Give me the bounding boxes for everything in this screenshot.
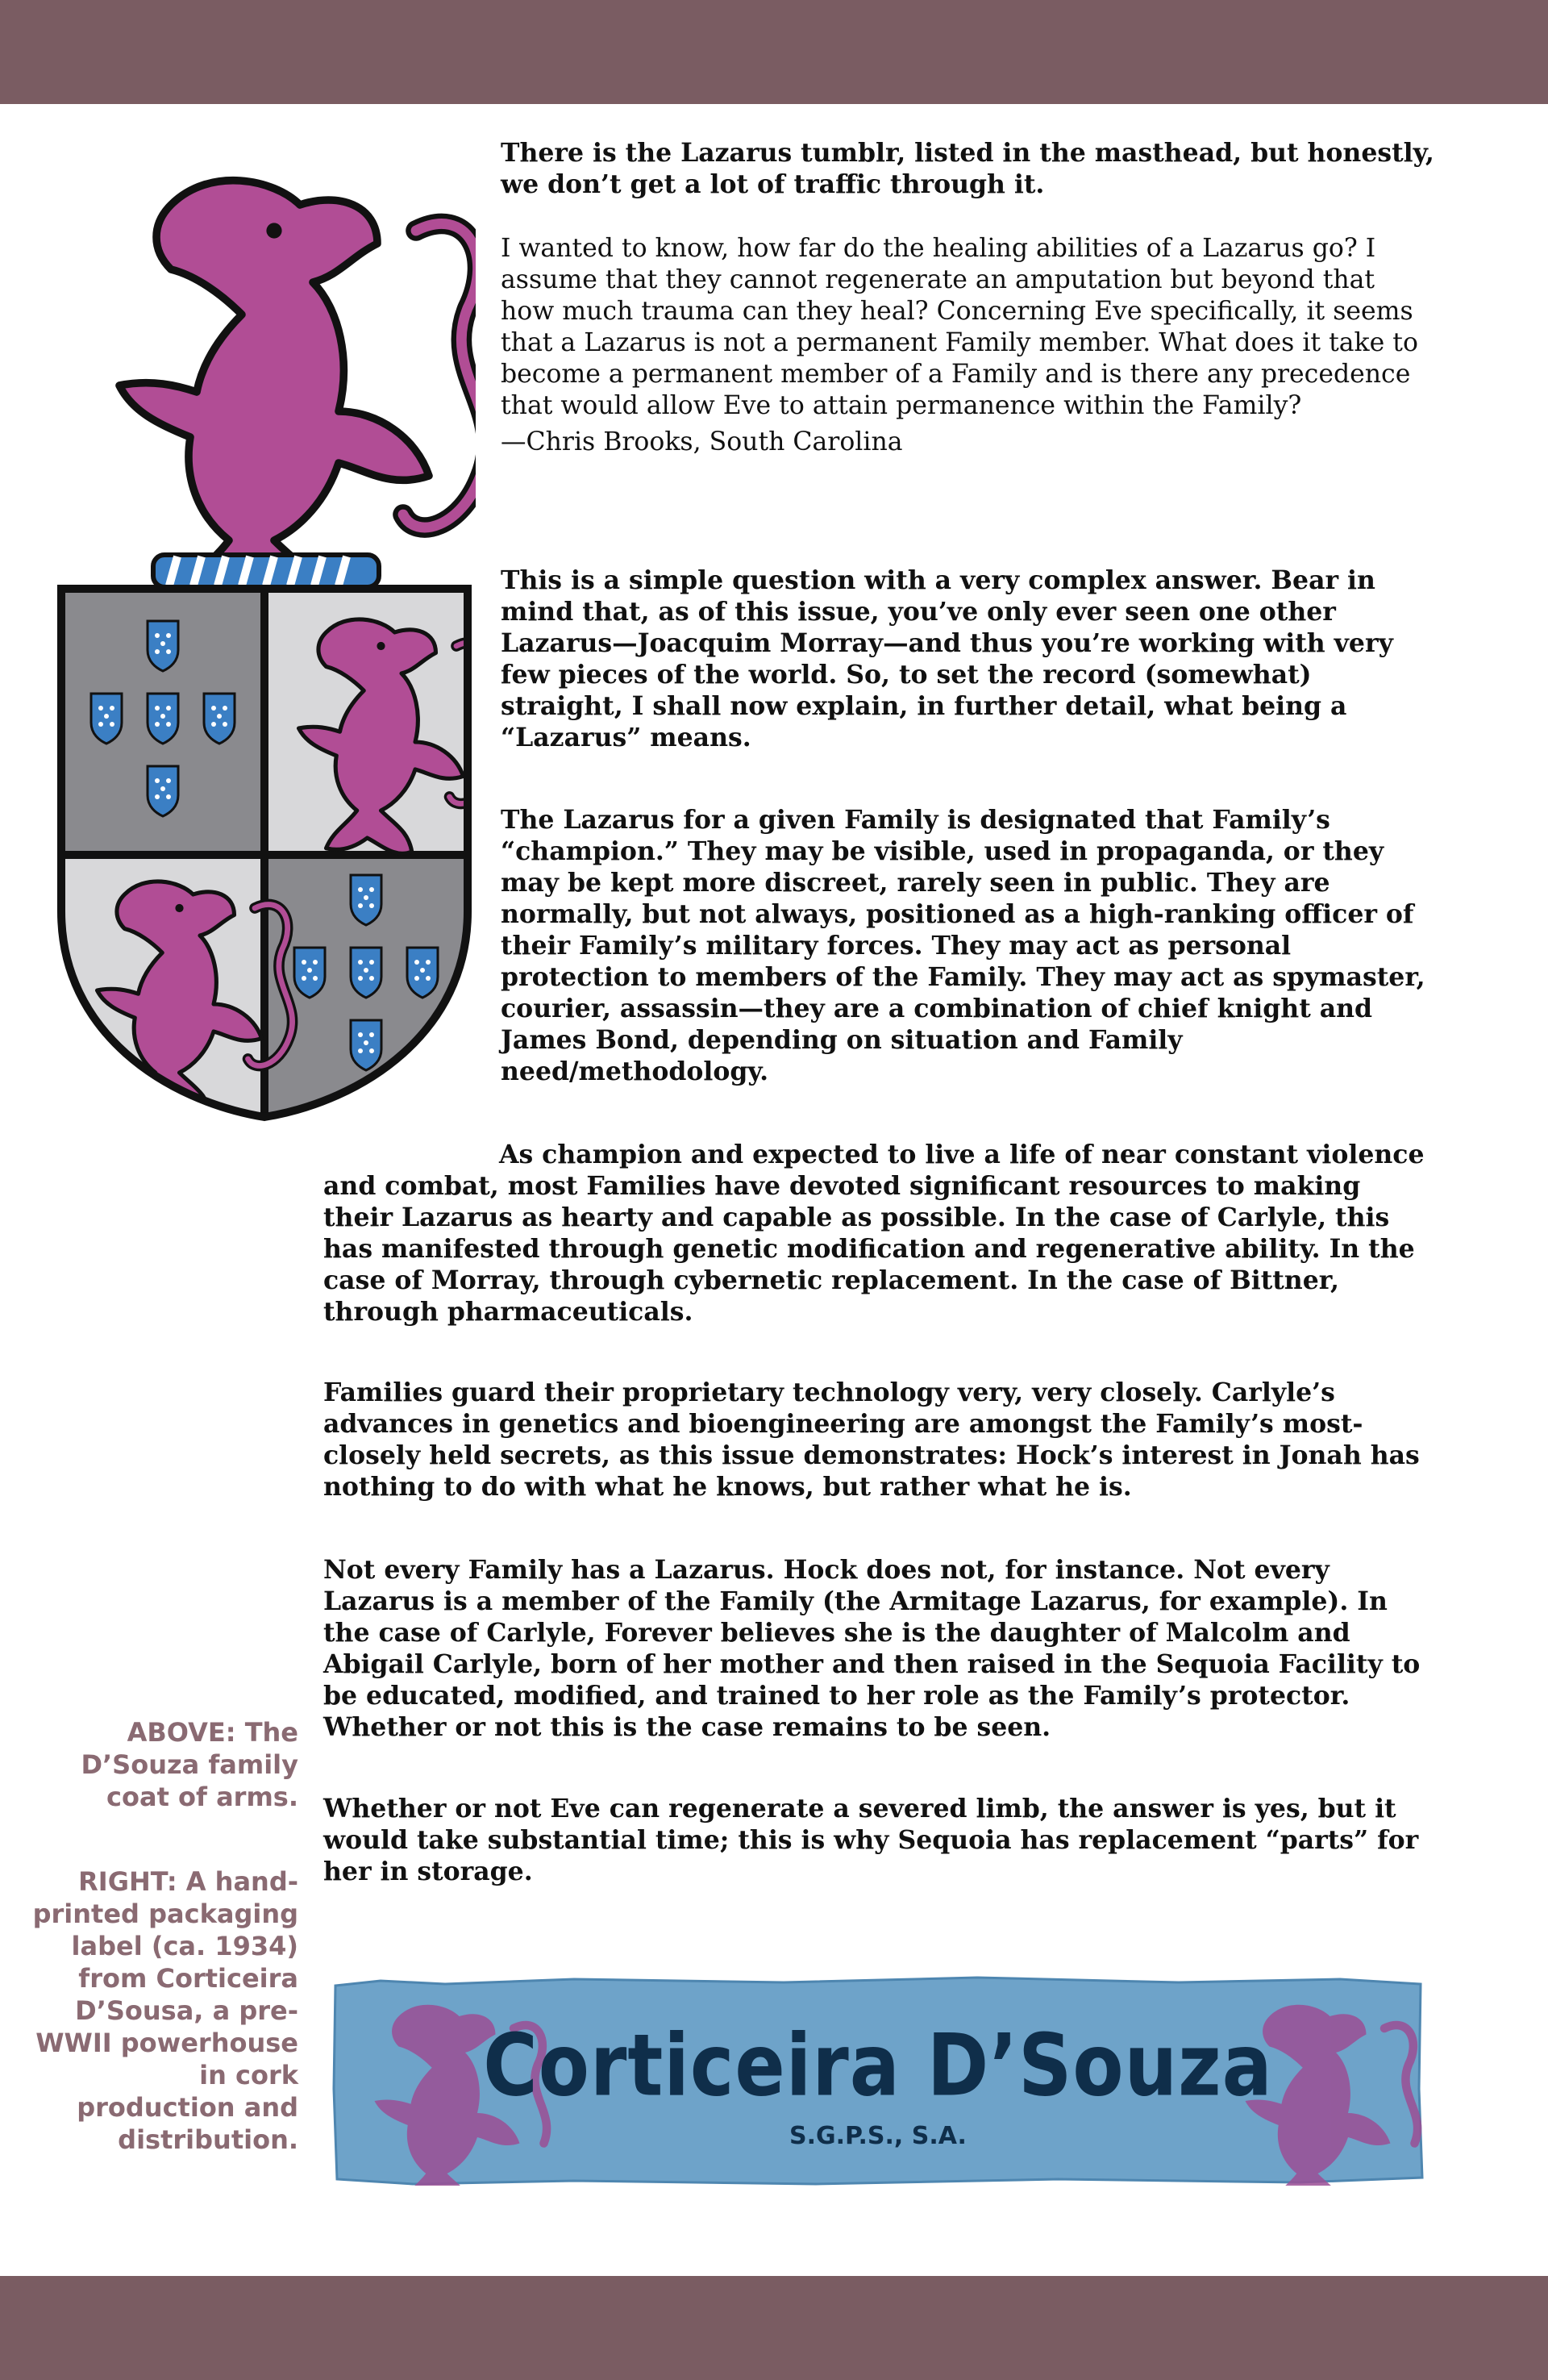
letter (501, 137, 1436, 458)
answer-p6-block (323, 1793, 1436, 1887)
answer-paragraph-5: Not every Family has a Lazarus. Hock does not, for instance. Not every Lazarus is a member of the Family (the Armitage Lazarus, for example). In the case of Carlyle, Forever believes she is the daughter of Malcolm and Abigail Carlyle, born of her mother and then raised in the Sequoia Facility to be educated, modified, and trained to her role as the Family’s protector. Whether or not this is the case remains to be seen. (323, 1555, 1421, 1742)
answer-p3-block (323, 1139, 1436, 1328)
answer-paragraph-1: This is a simple question with a very complex answer. Bear in mind that, as of this issue, you’ve only ever seen one other Lazarus—Joacquim Morray—and thus you’re working with very few pieces of the world. So, to set the record (somewhat) straight, I shall now explain, in further detail, what being a “Lazarus” means. (501, 565, 1393, 752)
caption-right: RIGHT: A hand-printed packaging label (ca. 1934) from Corticeira D’Sousa, a pre-WWII powerhouse in cork production and distribution. (32, 1866, 298, 2155)
letter-question: I wanted to know, how far do the healing abilities of a Lazarus go? I assume that they cannot regenerate an amputation but beyond that how much trauma can they heal? Concerning Eve specifically, it seems that a Lazarus is not a permanent Family member. What does it take to become a permanent member of a Family and is there any precedence that would allow Eve to attain permanence within the Family? (501, 234, 1418, 420)
answer-p4-block (323, 1377, 1436, 1503)
answer-paragraph-2: The Lazarus for a given Family is designated that Family’s “champion.” They may be visible, used in propaganda, or they may be kept more discreet, rarely seen in public. They are normally, but not always, positioned as a high-ranking officer of their Family’s military forces. They may act as personal protection to members of the Family. They may act as spymaster, courier, assassin—they are a combination of chief knight and James Bond, depending on situation and Family need/methodology. (501, 805, 1425, 1086)
bottom-band (0, 2276, 1548, 2380)
answer-p1-block (501, 565, 1436, 753)
torse-wreath (153, 555, 379, 587)
coat-of-arms (56, 137, 476, 1129)
answer-p2-block (501, 804, 1436, 1087)
letter-signature: —Chris Brooks, South Carolina (501, 427, 903, 456)
answer-p5-block (323, 1554, 1436, 1743)
answer-paragraph-4: Families guard their proprietary technology very, very closely. Carlyle’s advances in genetics and bioengineering are amongst the Family’s most-closely held secrets, as this issue demonstrates: Hock’s interest in Jonah has nothing to do with what he knows, but rather what he is. (323, 1378, 1420, 1502)
answer-paragraph-3: As champion and expected to live a life of near constant violence and combat, most Families have devoted significant resources to making their Lazarus as hearty and capable as possible. In the case of Carlyle, this has manifested through genetic modification and regenerative ability. In the case of Morray, through cybernetic replacement. In the case of Bittner, through pharmaceuticals. (323, 1140, 1425, 1327)
label-brand: Corticeira D’Souza (483, 2015, 1273, 2115)
label-subtitle: S.G.P.S., S.A. (789, 2122, 967, 2150)
answer-paragraph-6: Whether or not Eve can regenerate a severed limb, the answer is yes, but it would take substantial time; this is why Sequoia has replacement “parts” for her in storage. (323, 1794, 1419, 1886)
caption-above: ABOVE: The D’Souza family coat of arms. (81, 1717, 298, 1812)
packaging-label (332, 1976, 1424, 2186)
letter-intro: There is the Lazarus tumblr, listed in the masthead, but honestly, we don’t get a lot of traffic through it. (501, 138, 1434, 199)
top-band (0, 0, 1548, 104)
